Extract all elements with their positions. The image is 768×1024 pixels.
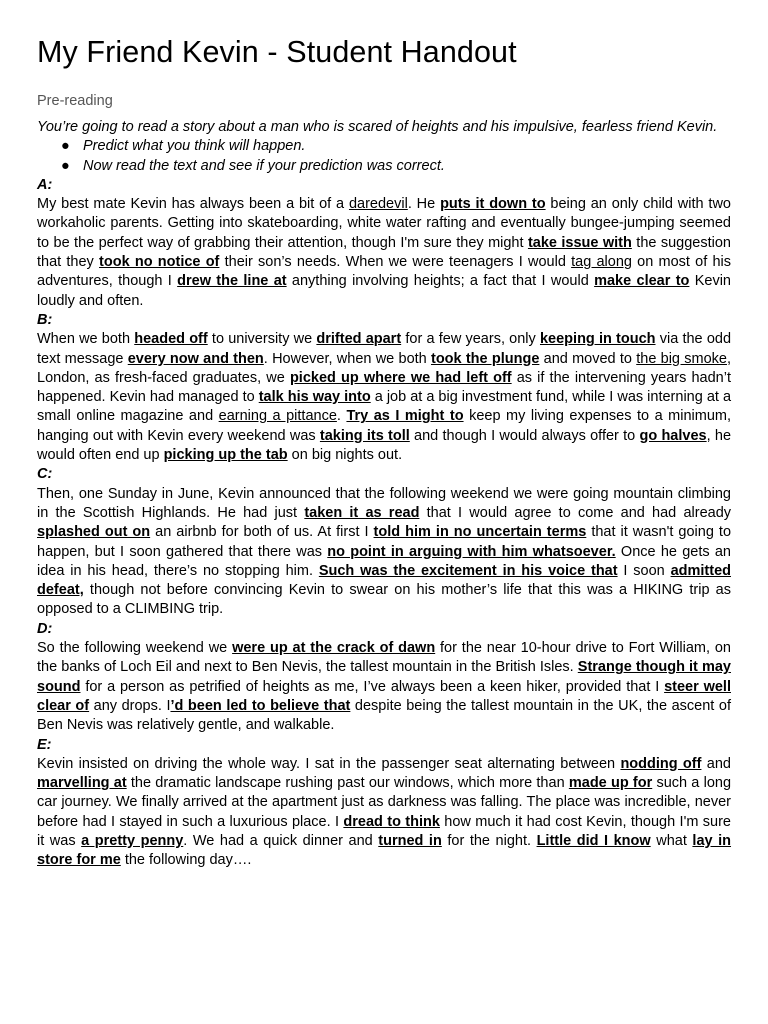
- key-phrase: taking its toll: [319, 427, 410, 444]
- key-phrase: every now and then: [127, 350, 264, 367]
- paragraph-text: despite being the tallest mountain in the UK, the ascent of Ben Nevis was relatively gentle, and walkable.: [37, 697, 731, 734]
- paragraph-text: a job at a big investment fund, while I was interning at a small online magazine and: [37, 389, 732, 425]
- paragraph-text: When we both: [37, 331, 135, 348]
- story-section: [37, 620, 731, 736]
- key-phrase: no point in arguing with him whatsoever.: [327, 543, 616, 560]
- key-phrase: go halves: [639, 427, 707, 444]
- story-section: [37, 736, 731, 871]
- key-phrase: told him in no uncertain terms: [373, 524, 587, 541]
- section-label: E:: [37, 736, 52, 753]
- paragraph-text: for the near 10-hour drive to Fort William, on the banks of Loch Eil and next to Ben Nevis, the tallest mountain in the British Isles.: [37, 640, 731, 676]
- paragraph-text: Then, one Sunday in June, Kevin announced that the following weekend we were going mountain climbing in the Scottish Highlands. He had just: [37, 485, 731, 521]
- key-phrase: Strange though it may sound: [37, 659, 731, 695]
- paragraph-text: and moved to: [539, 350, 637, 367]
- vocab-word: tag along: [571, 254, 632, 271]
- page-title: My Friend Kevin - Student Handout: [37, 35, 517, 69]
- paragraph-text: . We had a quick dinner and: [183, 832, 379, 849]
- section-paragraph: [37, 639, 731, 735]
- story-sections: [37, 176, 731, 871]
- key-phrase: admitted defeat,: [37, 562, 731, 599]
- bullet-icon: ●: [61, 138, 70, 155]
- paragraph-text: , London, as fresh-faced graduates, we: [37, 350, 731, 386]
- key-phrase: picking up the tab: [163, 447, 288, 464]
- section-paragraph: [37, 755, 731, 871]
- vocab-word: earning a pittance: [218, 408, 337, 425]
- key-phrase: drifted apart: [316, 331, 402, 348]
- paragraph-text: for the night.: [441, 832, 537, 849]
- list-item-text: Predict what you think will happen.: [83, 138, 306, 155]
- paragraph-text: I soon: [617, 562, 671, 579]
- paragraph-text: any drops. I: [89, 697, 171, 714]
- key-phrase: headed off: [134, 331, 208, 348]
- key-phrase: took the plunge: [430, 350, 540, 367]
- intro-text: You’re going to read a story about a man who is scared of heights and his impulsive, fearless friend Kevin.: [37, 119, 718, 135]
- paragraph-text: on big nights out.: [287, 447, 403, 464]
- section-subtitle: Pre-reading: [37, 93, 113, 109]
- paragraph-text: Once he gets an idea in his head, there’s no stopping him.: [37, 543, 731, 579]
- key-phrase: steer well clear of: [37, 678, 731, 714]
- paragraph-text: an airbnb for both of us. At first I: [150, 524, 374, 541]
- key-phrase: were up at the crack of dawn: [232, 640, 436, 657]
- paragraph-text: . He: [407, 196, 441, 213]
- key-phrase: picked up where we had left off: [289, 369, 512, 386]
- list-item-text: Now read the text and see if your prediction was correct.: [83, 157, 445, 174]
- list-item: [61, 157, 731, 176]
- key-phrase: make clear to: [594, 273, 690, 290]
- paragraph-text: to university we: [207, 331, 317, 348]
- key-phrase: keeping in touch: [539, 331, 656, 348]
- paragraph-text: for a person as petrified of heights as me, I’ve always been a keen hiker, provided that I: [80, 678, 665, 695]
- paragraph-text: what: [650, 832, 693, 849]
- list-item: [61, 137, 731, 156]
- key-phrase: splashed out on: [37, 524, 151, 541]
- paragraph-text: . However, when we both: [263, 350, 431, 367]
- key-phrase: ’d been led to believe that: [170, 697, 351, 714]
- prediction-list: [37, 137, 731, 176]
- paragraph-text: the suggestion that they: [37, 234, 731, 271]
- section-label: C:: [37, 466, 53, 483]
- key-phrase: a pretty penny: [81, 832, 184, 849]
- key-phrase: talk his way into: [258, 389, 371, 406]
- vocab-word: the big smoke: [636, 350, 727, 367]
- key-phrase: Try as I might to: [346, 408, 464, 425]
- paragraph-text: as if the intervening years hadn’t happened. Kevin had managed to: [37, 369, 731, 406]
- paragraph-text: such a long car journey. We finally arrived at the apartment just as darkness was falling. The place was incredible, never before had I stayed in such a luxurious place. I: [37, 775, 732, 830]
- paragraph-text: keep my living expenses to a minimum, hanging out with Kevin every weekend was: [37, 408, 732, 444]
- key-phrase: took no notice of: [99, 254, 220, 271]
- section-paragraph: [37, 330, 731, 465]
- story-section: [37, 176, 731, 311]
- paragraph-text: that I would agree to come and had already: [419, 504, 732, 521]
- key-phrase: taken it as read: [304, 504, 420, 521]
- paragraph-text: on most of his adventures, though I: [37, 254, 732, 290]
- section-label: D:: [37, 620, 53, 637]
- section-paragraph: [37, 485, 731, 620]
- paragraph-text: their son’s needs. When we were teenagers I would: [219, 254, 572, 271]
- paragraph-text: Kevin insisted on driving the whole way. I sat in the passenger seat alternating between: [37, 755, 621, 772]
- key-phrase: Little did I know: [536, 832, 651, 849]
- paragraph-text: how much it had cost Kevin, though I'm sure it was: [37, 813, 731, 849]
- key-phrase: nodding off: [620, 755, 702, 772]
- story-section: [37, 311, 731, 465]
- paragraph-text: that it wasn't going to happen, but I soon gathered that there was: [37, 524, 732, 560]
- paragraph-text: My best mate Kevin has always been a bit of a: [37, 196, 349, 213]
- paragraph-text: and: [701, 755, 731, 772]
- paragraph-text: via the odd text message: [37, 331, 732, 367]
- key-phrase: puts it down to: [440, 196, 546, 213]
- section-label: B:: [37, 311, 53, 328]
- paragraph-text: .: [336, 408, 347, 425]
- paragraph-text: the following day….: [120, 852, 252, 869]
- paragraph-text: for a few years, only: [401, 331, 540, 348]
- key-phrase: dread to think: [343, 813, 440, 830]
- key-phrase: lay in store for me: [37, 832, 732, 869]
- paragraph-text: anything involving heights; a fact that I would: [286, 273, 595, 290]
- key-phrase: take issue with: [527, 234, 632, 251]
- paragraph-text: So the following weekend we: [37, 640, 233, 657]
- key-phrase: Such was the excitement in his voice that: [318, 562, 618, 579]
- vocab-word: daredevil: [348, 196, 408, 213]
- paragraph-text: being an only child with two workaholic parents. Getting into skateboarding, white water rafting and eventually bungee-jumping seemed to be the perfect way of grabbing their attention, though I'm sure they might: [37, 196, 731, 251]
- section-paragraph: [37, 195, 731, 311]
- bullet-icon: ●: [61, 157, 70, 174]
- paragraph-text: Kevin loudly and often.: [37, 273, 731, 309]
- section-label: A:: [37, 176, 53, 193]
- key-phrase: marvelling at: [37, 775, 127, 792]
- paragraph-text: and though I would always offer to: [409, 427, 640, 444]
- paragraph-text: though not before convincing Kevin to swear on his mother’s life that this was a HIKING trip as opposed to a CLIMBING trip.: [37, 582, 731, 618]
- paragraph-text: the dramatic landscape rushing past our windows, which more than: [126, 775, 569, 792]
- key-phrase: made up for: [568, 775, 653, 792]
- story-section: [37, 465, 731, 619]
- key-phrase: turned in: [378, 832, 442, 849]
- key-phrase: drew the line at: [177, 273, 287, 290]
- paragraph-text: , he would often end up: [37, 427, 732, 464]
